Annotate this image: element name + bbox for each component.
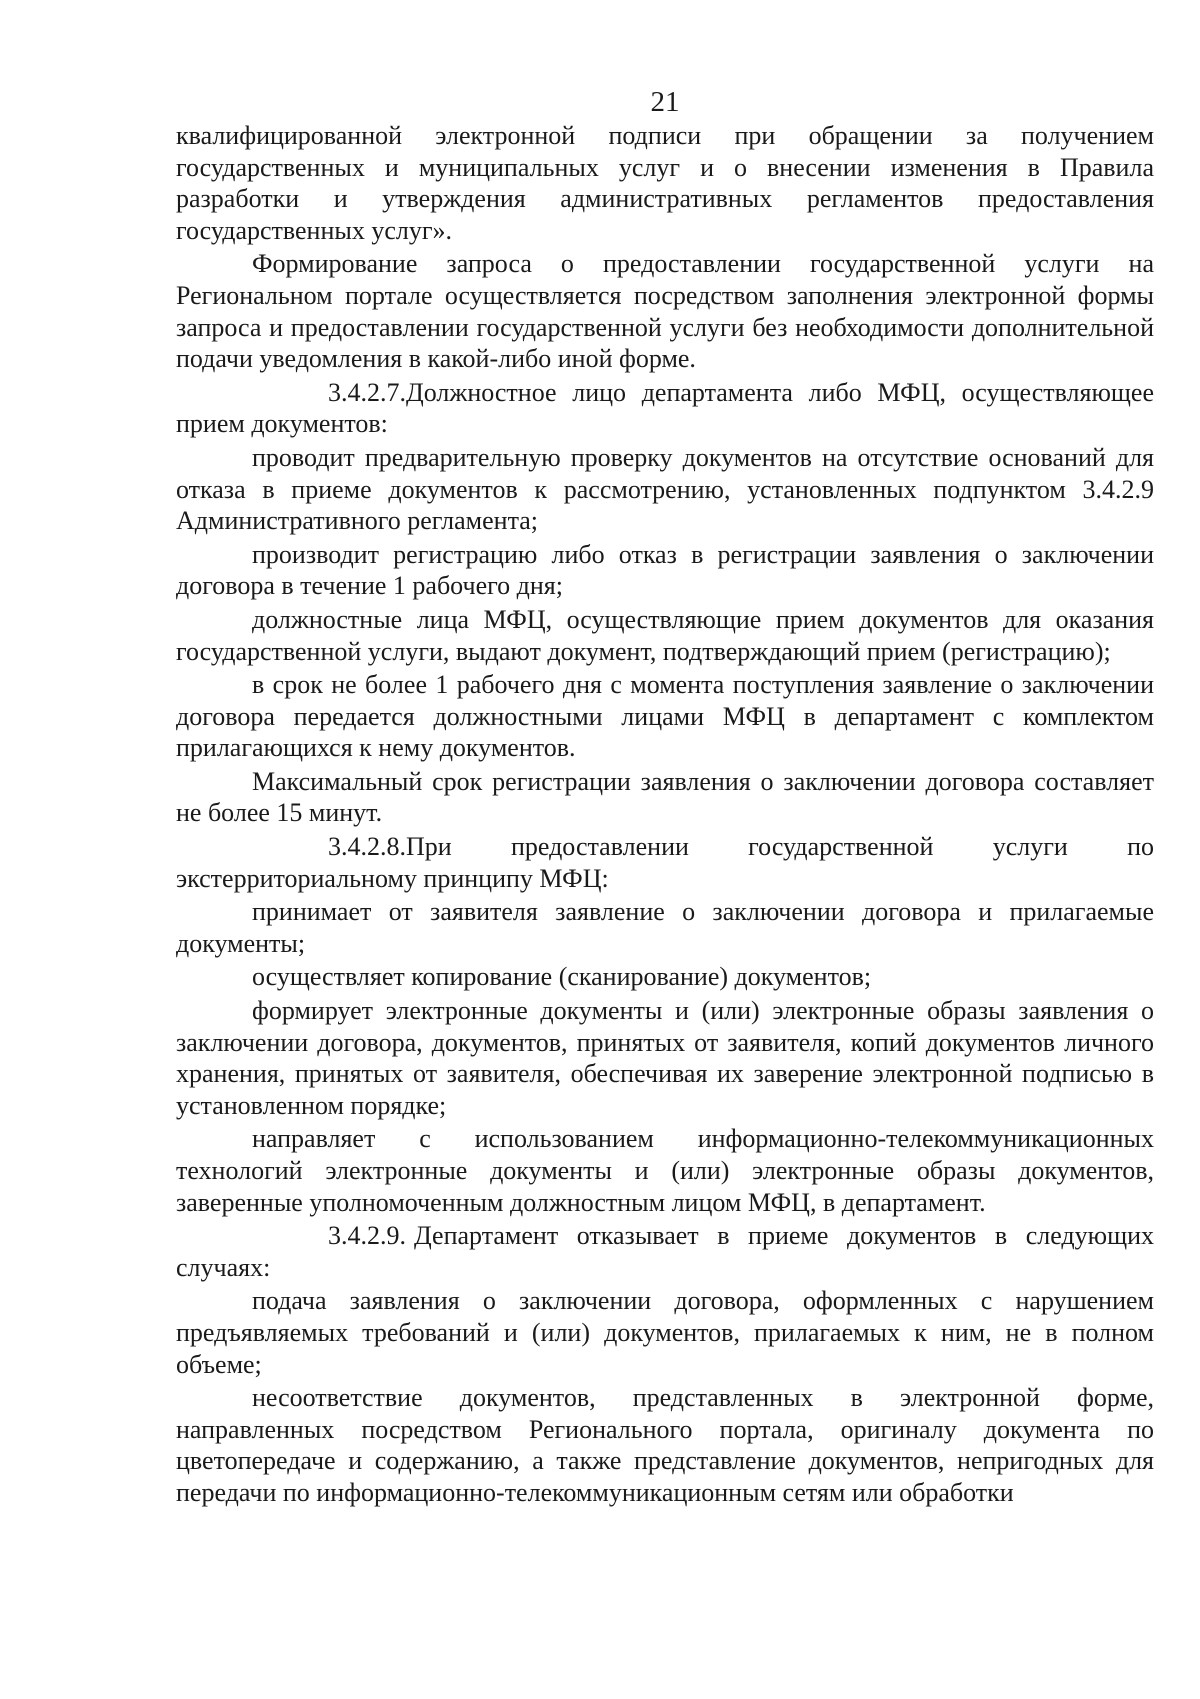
paragraph-text: направляет с использованием информационно-телекоммуникационных технологий электронные документы и (или) электронные образы документов, заверенные уполномоченным должностным лицом МФЦ, в департамент. <box>176 1124 1154 1217</box>
paragraph-3-4-2-7 <box>176 377 1154 440</box>
paragraph-1 <box>176 120 1154 246</box>
paragraph-12 <box>176 995 1154 1121</box>
paragraph-11 <box>176 961 1154 993</box>
paragraph-5 <box>176 539 1154 602</box>
paragraph-2 <box>176 248 1154 374</box>
paragraph-text: формирует электронные документы и (или) электронные образы заявления о заключении договора, документов, принятых от заявителя, копий документов личного хранения, принятых от заявителя, обеспечивая их заверение электронной подписью в установленном порядке; <box>176 996 1154 1120</box>
clause-number: 3.4.2.9. <box>328 1221 406 1251</box>
paragraph-4 <box>176 442 1154 537</box>
paragraph-text: проводит предварительную проверку документов на отсутствие оснований для отказа в приеме документов к рассмотрению, установленных подпунктом 3.4.2.9 Административного регламента; <box>176 442 1154 536</box>
paragraph-16 <box>176 1382 1154 1508</box>
paragraph-text: должностные лица МФЦ, осуществляющие прием документов для оказания государственной услуги, выдают документ, подтверждающий прием (регистрацию); <box>176 604 1154 666</box>
paragraph-text: принимает от заявителя заявление о заключении договора и прилагаемые документы; <box>176 897 1154 958</box>
paragraph-text: осуществляет копирование (сканирование) документов; <box>252 962 872 992</box>
clause-number: 3.4.2.8. <box>328 832 406 862</box>
paragraph-text: несоответствие документов, представленных в электронной форме, направленных посредством Регионального портала, оригиналу документа по цветопередаче и содержанию, а также представление документов, непригодных для передачи по информационно-телекоммуникационным сетям или обработки <box>176 1383 1154 1507</box>
document-page <box>176 84 1154 1511</box>
paragraph-text: подача заявления о заключении договора, оформленных с нарушением предъявляемых требований и (или) документов, прилагаемых к ним, не в полном объеме; <box>176 1286 1154 1379</box>
clause-number: 3.4.2.7. <box>328 377 406 407</box>
paragraph-13 <box>176 1123 1154 1218</box>
paragraph-text: в срок не более 1 рабочего дня с момента поступления заявление о заключении договора передается должностными лицами МФЦ в департамент с комплектом прилагающихся к нему документов. <box>176 670 1154 763</box>
paragraph-3-4-2-9 <box>176 1220 1154 1283</box>
paragraph-text: Максимальный срок регистрации заявления о заключении договора составляет не более 15 минут. <box>176 766 1154 828</box>
paragraph-10 <box>176 896 1154 959</box>
page-number: 21 <box>650 86 680 118</box>
paragraph-text: Должностное лицо департамента либо МФЦ, осуществляющее прием документов: <box>176 377 1154 439</box>
paragraph-text: производит регистрацию либо отказ в регистрации заявления о заключении договора в течение 1 рабочего дня; <box>176 539 1154 601</box>
paragraph-15 <box>176 1285 1154 1380</box>
paragraph-text: Департамент отказывает в приеме документов в следующих случаях: <box>176 1221 1154 1282</box>
paragraph-3-4-2-8 <box>176 831 1154 894</box>
paragraph-8 <box>176 766 1154 829</box>
paragraph-text: При предоставлении государственной услуги по экстерриториальному принципу МФЦ: <box>176 832 1154 893</box>
paragraph-text: Формирование запроса о предоставлении государственной услуги на Региональном портале осуществляется посредством заполнения электронной формы запроса и предоставлении государственной услуги без необходимости дополнительной подачи уведомления в какой-либо иной форме. <box>176 249 1154 374</box>
paragraph-7 <box>176 669 1154 764</box>
paragraph-text: квалифицированной электронной подписи при обращении за получением государственных и муниципальных услуг и о внесении изменения в Правила разработки и утверждения административных регламентов предоставления государственных услуг». <box>176 121 1154 245</box>
paragraph-6 <box>176 604 1154 667</box>
